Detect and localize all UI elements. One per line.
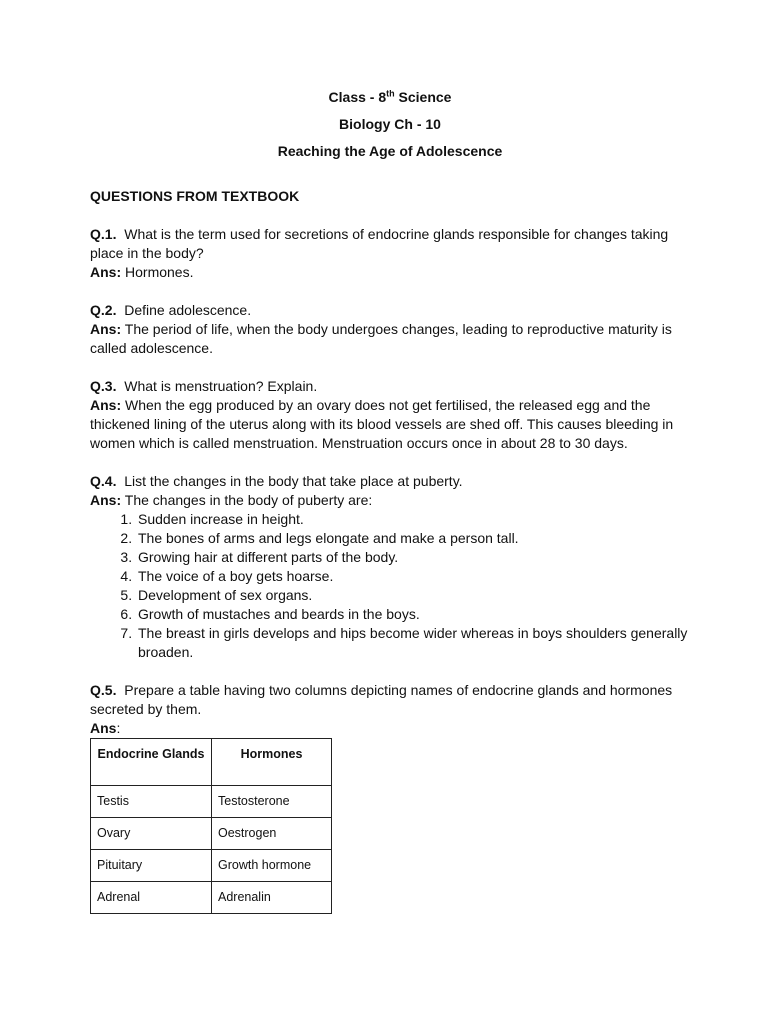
answer-text: Ans: Hormones.: [90, 264, 194, 280]
table-header-row: [91, 739, 332, 786]
table-cell: Adrenalin: [212, 882, 332, 914]
document-page: [90, 88, 690, 914]
table-cell: Adrenal: [91, 882, 212, 914]
list-item: 4. The voice of a boy gets hoarse.: [136, 567, 690, 586]
question-block-5: [90, 681, 690, 914]
list-item: 7. The breast in girls develops and hips become wider whereas in boys shoulders generally broaden.: [136, 624, 690, 662]
table-row: [91, 818, 332, 850]
question-text: Q.4. List the changes in the body that take place at puberty.: [90, 473, 463, 489]
table-row: [91, 850, 332, 882]
glands-hormones-table: [90, 738, 332, 914]
puberty-changes-list: [90, 510, 690, 662]
table-cell: Testosterone: [212, 786, 332, 818]
list-item: 5. Development of sex organs.: [136, 586, 690, 605]
chapter-heading: Biology Ch - 10: [339, 116, 441, 132]
section-title: QUESTIONS FROM TEXTBOOK: [90, 188, 300, 204]
table-cell: Growth hormone: [212, 850, 332, 882]
question-text: Q.1. What is the term used for secretions of endocrine glands responsible for changes taking place in the body?: [90, 226, 669, 261]
question-text: Q.5. Prepare a table having two columns depicting names of endocrine glands and hormones secreted by them.: [90, 682, 673, 717]
question-block-1: [90, 225, 690, 282]
class-heading: Class - 8th Science: [328, 88, 452, 105]
table-cell: Ovary: [91, 818, 212, 850]
table-row: [91, 882, 332, 914]
answer-text: Ans: When the egg produced by an ovary does not get fertilised, the released egg and the thickened lining of the uterus along with its blood vessels are shed off. This causes bleeding in women which is called menstruation. Menstruation occurs once in about 28 to 30 days.: [90, 397, 674, 451]
question-block-4: [90, 472, 690, 662]
question-text: Q.2. Define adolescence.: [90, 302, 252, 318]
table-cell: Testis: [91, 786, 212, 818]
table-cell: Oestrogen: [212, 818, 332, 850]
chapter-title: Reaching the Age of Adolescence: [277, 143, 503, 159]
table-row: [91, 786, 332, 818]
list-item: 2. The bones of arms and legs elongate and make a person tall.: [136, 529, 690, 548]
question-text: Q.3. What is menstruation? Explain.: [90, 378, 318, 394]
answer-text: Ans:: [90, 720, 121, 736]
table-cell: Pituitary: [91, 850, 212, 882]
list-item: 6. Growth of mustaches and beards in the boys.: [136, 605, 690, 624]
table-header-cell: Endocrine Glands: [91, 739, 212, 786]
question-block-3: [90, 377, 690, 453]
list-item: 3. Growing hair at different parts of the body.: [136, 548, 690, 567]
answer-text: Ans: The changes in the body of puberty are:: [90, 492, 373, 508]
table-header-cell: Hormones: [212, 739, 332, 786]
list-item: 1. Sudden increase in height.: [136, 510, 690, 529]
question-block-2: [90, 301, 690, 358]
answer-text: Ans: The period of life, when the body undergoes changes, leading to reproductive maturity is called adolescence.: [90, 321, 672, 356]
